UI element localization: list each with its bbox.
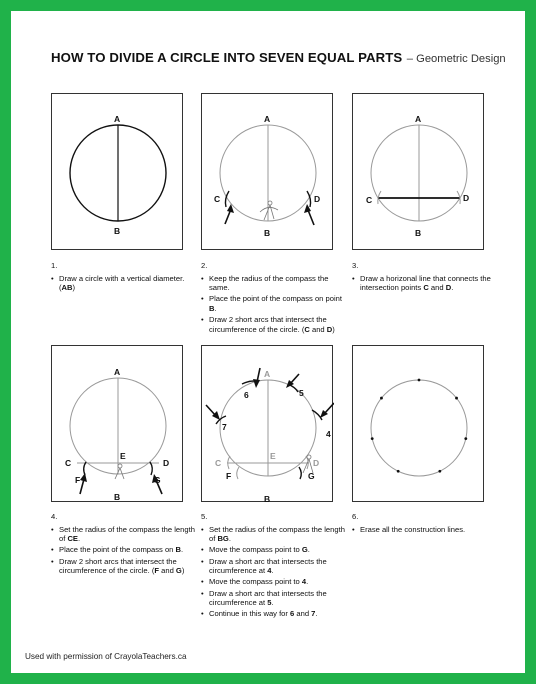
compass-icon bbox=[260, 201, 278, 220]
bullet-text: and bbox=[294, 609, 312, 619]
step-bullets bbox=[352, 274, 502, 293]
step-bullets bbox=[51, 525, 201, 576]
label-a: A bbox=[264, 369, 271, 379]
bullet-text: Set the radius of the compass the length of bbox=[209, 524, 345, 544]
bullet-text: Erase all the construction lines. bbox=[360, 524, 466, 534]
label-c: C bbox=[214, 194, 221, 204]
bold-term: 7 bbox=[311, 609, 316, 619]
step-bullets bbox=[352, 525, 502, 535]
step-number: 6. bbox=[352, 512, 359, 521]
step-bullet bbox=[209, 294, 351, 313]
bullet-text: Draw a circle with a vertical diameter. ( bbox=[59, 273, 185, 293]
step-3-text bbox=[352, 261, 502, 294]
bullet-text: Draw 2 short arcs that intersect the circumference of the circle. ( bbox=[209, 315, 327, 334]
step-bullet bbox=[209, 609, 351, 619]
bullet-text: Draw a short arc that intersects the circumference at bbox=[209, 588, 327, 608]
label-a: A bbox=[114, 367, 121, 377]
bullet-text: . bbox=[181, 545, 184, 555]
bullet-text: ) bbox=[332, 324, 335, 334]
bold-term: F bbox=[154, 566, 160, 576]
arrow-icon bbox=[320, 403, 334, 418]
bold-term: C bbox=[304, 324, 310, 334]
label-b: B bbox=[114, 492, 121, 502]
label-a: A bbox=[114, 114, 121, 124]
step-bullet bbox=[209, 274, 351, 293]
division-point bbox=[464, 437, 467, 440]
bullet-text: Move the compass point to bbox=[209, 577, 302, 587]
label-a: A bbox=[415, 114, 422, 124]
label-c: C bbox=[65, 458, 72, 468]
bullet-text: Move the compass point to bbox=[209, 545, 302, 555]
step-number: 3. bbox=[352, 261, 359, 270]
step-number: 1. bbox=[51, 261, 58, 270]
arrow-icon bbox=[304, 204, 314, 225]
bullet-text: Draw a horizonal line that connects the intersection points bbox=[360, 273, 491, 293]
label-b: B bbox=[114, 226, 121, 236]
label-b: B bbox=[264, 228, 271, 238]
arc-f bbox=[84, 462, 86, 475]
step-bullet bbox=[59, 274, 201, 293]
bold-term: 5 bbox=[267, 598, 272, 608]
panel-step-4 bbox=[51, 345, 183, 502]
diagram-step-1 bbox=[52, 94, 184, 251]
bold-term: G bbox=[301, 545, 308, 555]
label-b: B bbox=[264, 494, 271, 503]
arrow-icon bbox=[206, 405, 220, 420]
division-points bbox=[371, 379, 467, 473]
division-point bbox=[380, 397, 383, 400]
label-d: D bbox=[313, 458, 320, 468]
bold-term: AB bbox=[61, 283, 73, 293]
panel-step-1 bbox=[51, 93, 183, 250]
division-point bbox=[371, 437, 374, 440]
step-bullets bbox=[51, 274, 201, 293]
arc-4 bbox=[312, 410, 322, 420]
label-4: 4 bbox=[326, 429, 331, 439]
label-a: A bbox=[264, 114, 271, 124]
bold-term: 4 bbox=[301, 577, 307, 587]
bullet-text: . bbox=[271, 598, 274, 608]
bold-term: D bbox=[445, 283, 452, 293]
arrow-icon bbox=[80, 473, 87, 494]
step-bullets bbox=[201, 525, 351, 619]
step-bullet bbox=[59, 525, 201, 544]
bullet-text: ) bbox=[72, 283, 76, 293]
bullet-text: . bbox=[451, 283, 454, 293]
label-7: 7 bbox=[222, 422, 227, 432]
panel-step-2 bbox=[201, 93, 333, 250]
label-e: E bbox=[120, 451, 126, 461]
arc-g bbox=[299, 467, 301, 479]
step-number: 4. bbox=[51, 512, 58, 521]
label-d: D bbox=[314, 194, 321, 204]
arrow-icon bbox=[225, 204, 234, 224]
bullet-text: . bbox=[307, 545, 310, 555]
step-bullet bbox=[59, 545, 201, 555]
panel-step-3 bbox=[352, 93, 484, 250]
bold-term: B bbox=[209, 303, 215, 313]
label-c: C bbox=[215, 458, 222, 468]
bullet-text: and bbox=[309, 324, 327, 334]
step-bullet bbox=[209, 545, 351, 555]
step-1-text bbox=[51, 261, 201, 294]
compass-icon bbox=[115, 464, 124, 479]
arrow-icon bbox=[253, 368, 260, 388]
step-4-text bbox=[51, 512, 201, 577]
step-bullet bbox=[209, 315, 351, 334]
step-bullets bbox=[201, 274, 351, 335]
bullet-text: Keep the radius of the compass the same. bbox=[209, 273, 329, 293]
label-d: D bbox=[163, 458, 170, 468]
diagram-step-6 bbox=[353, 346, 485, 503]
division-point bbox=[397, 470, 400, 473]
title-row bbox=[51, 49, 511, 67]
label-c: C bbox=[366, 195, 373, 205]
bullet-text: . bbox=[306, 577, 309, 587]
bullet-text: . bbox=[78, 534, 81, 544]
step-6-text bbox=[352, 512, 502, 536]
bullet-text: Place the point of the compass on bbox=[59, 545, 176, 555]
bold-term: D bbox=[326, 324, 333, 334]
bullet-text: Place the point of the compass on point bbox=[209, 294, 342, 304]
bold-term: BG bbox=[217, 534, 229, 544]
step-number: 5. bbox=[201, 512, 208, 521]
diagram-step-3 bbox=[353, 94, 485, 251]
worksheet-page bbox=[11, 11, 525, 673]
bold-term: 4 bbox=[267, 566, 272, 576]
step-bullet bbox=[59, 557, 201, 576]
permission-footer: Used with permission of CrayolaTeachers.ca bbox=[25, 652, 187, 661]
bullet-text: . bbox=[228, 534, 231, 544]
label-f: F bbox=[226, 471, 232, 481]
bullet-text: . bbox=[214, 303, 217, 313]
bold-term: B bbox=[175, 545, 181, 555]
label-e: E bbox=[270, 451, 276, 461]
label-b: B bbox=[415, 228, 422, 238]
step-number: 2. bbox=[201, 261, 208, 270]
bullet-text: Draw a short arc that intersects the circumference at bbox=[209, 556, 327, 576]
step-5-text bbox=[201, 512, 351, 621]
label-d: D bbox=[463, 193, 470, 203]
diagram-step-4 bbox=[52, 346, 184, 503]
step-bullet bbox=[209, 589, 351, 608]
panel-step-5 bbox=[201, 345, 333, 502]
panel-step-6 bbox=[352, 345, 484, 502]
arc-f bbox=[237, 467, 239, 479]
division-point bbox=[455, 397, 458, 400]
bold-term: C bbox=[423, 283, 429, 293]
step-bullet bbox=[209, 577, 351, 587]
step-bullet bbox=[209, 525, 351, 544]
bold-term: CE bbox=[67, 534, 79, 544]
step-2-text bbox=[201, 261, 351, 336]
division-point bbox=[438, 470, 441, 473]
label-6: 6 bbox=[244, 390, 249, 400]
page-subtitle: – Geometric Design bbox=[406, 53, 506, 65]
division-point bbox=[418, 379, 421, 382]
bullet-text: Set the radius of the compass the length of bbox=[59, 524, 195, 544]
bullet-text: ) bbox=[181, 566, 185, 576]
diagram-step-2 bbox=[202, 94, 334, 251]
label-5: 5 bbox=[299, 388, 304, 398]
circle bbox=[371, 380, 467, 476]
bullet-text: Draw 2 short arcs that intersect the circumference of the circle. ( bbox=[59, 556, 177, 576]
bullet-text: and bbox=[428, 283, 446, 293]
label-f: F bbox=[75, 475, 81, 485]
bullet-text: and bbox=[159, 566, 176, 576]
bullet-text: Continue in this way for bbox=[209, 609, 291, 619]
bold-term: G bbox=[175, 566, 182, 576]
page-title: HOW TO DIVIDE A CIRCLE INTO SEVEN EQUAL PARTS bbox=[51, 50, 403, 65]
step-bullet bbox=[360, 274, 502, 293]
step-bullet bbox=[360, 525, 502, 535]
arc-g bbox=[150, 462, 152, 475]
step-bullet bbox=[209, 557, 351, 576]
diagram-step-5 bbox=[202, 346, 334, 503]
bullet-text: . bbox=[271, 566, 274, 576]
label-g: G bbox=[308, 471, 315, 481]
bullet-text: . bbox=[315, 609, 318, 619]
bold-term: 6 bbox=[290, 609, 295, 619]
label-g: G bbox=[154, 475, 161, 485]
